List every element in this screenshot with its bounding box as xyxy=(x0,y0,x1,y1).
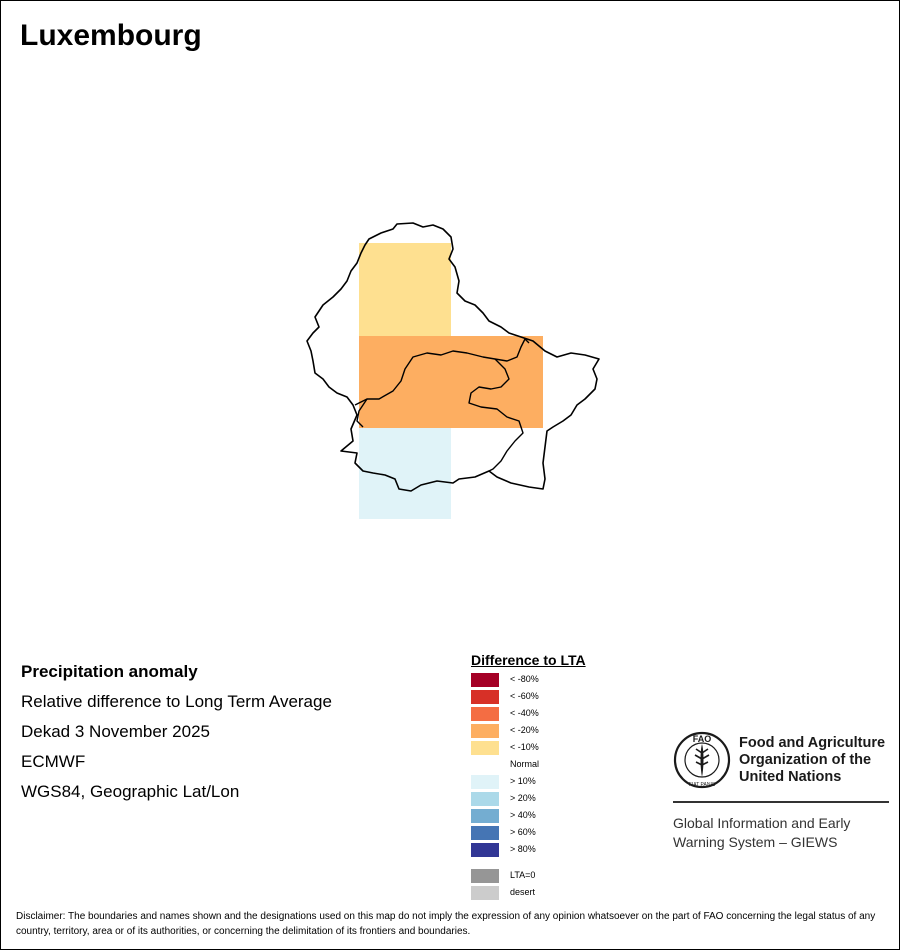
legend-item xyxy=(471,689,651,706)
legend-label: Normal xyxy=(510,759,540,769)
fao-org-name xyxy=(739,735,889,786)
info-line-2: Dekad 3 November 2025 xyxy=(21,722,211,741)
legend-label: > 10% xyxy=(510,776,536,786)
fao-divider xyxy=(673,801,889,803)
legend-swatch xyxy=(471,724,499,738)
info-line-4: WGS84, Geographic Lat/Lon xyxy=(21,782,240,801)
legend-item xyxy=(471,791,651,808)
legend-item xyxy=(471,774,651,791)
legend-swatch xyxy=(471,809,499,823)
legend-item xyxy=(471,723,651,740)
legend-swatch xyxy=(471,792,499,806)
legend-label: > 40% xyxy=(510,810,536,820)
legend-label: > 80% xyxy=(510,844,536,854)
cell-central xyxy=(359,336,543,428)
cell-north xyxy=(359,243,451,336)
legend-swatch xyxy=(471,758,499,772)
disclaimer: Disclaimer: The boundaries and names shown and the designations used on this map do not imply the expression of any opinion whatsoever on the part of FAO concerning the legal status of any country, territory, area or of its authorities, or concerning the delimitation of its frontiers and boundaries. xyxy=(16,911,876,937)
info-line-1: Relative difference to Long Term Average xyxy=(21,692,332,711)
legend-label: < -10% xyxy=(510,742,539,752)
legend-label: < -60% xyxy=(510,691,539,701)
legend-label: > 20% xyxy=(510,793,536,803)
legend-extra-items xyxy=(471,868,651,902)
fao-org-line-1: Food and Agriculture xyxy=(739,735,886,751)
legend-item xyxy=(471,842,651,859)
legend-label: < -80% xyxy=(510,674,539,684)
legend-swatch xyxy=(471,886,499,900)
giews-name xyxy=(673,814,889,852)
legend-gap xyxy=(471,859,651,868)
fao-org-line-3: United Nations xyxy=(739,769,842,785)
anomaly-map xyxy=(1,1,899,641)
fao-org-line-2: Organization of the xyxy=(739,752,872,768)
legend-item xyxy=(471,672,651,689)
legend-swatch xyxy=(471,673,499,687)
legend-label: > 60% xyxy=(510,827,536,837)
legend-item xyxy=(471,706,651,723)
giews-line-2: Warning System – GIEWS xyxy=(673,834,838,850)
legend-swatch xyxy=(471,707,499,721)
legend-swatch xyxy=(471,826,499,840)
emblem-motto: FIAT PANIS xyxy=(688,782,716,788)
fao-emblem-icon xyxy=(673,731,731,789)
legend-label: < -40% xyxy=(510,708,539,718)
legend xyxy=(471,652,651,902)
legend-item xyxy=(471,825,651,842)
legend-label: desert xyxy=(510,887,536,897)
legend-item xyxy=(471,757,651,774)
legend-items xyxy=(471,672,651,859)
info-heading: Precipitation anomaly xyxy=(21,662,198,681)
legend-label: < -20% xyxy=(510,725,539,735)
info-line-3: ECMWF xyxy=(21,752,86,771)
legend-swatch xyxy=(471,690,499,704)
legend-title: Difference to LTA xyxy=(471,652,586,668)
giews-line-1: Global Information and Early xyxy=(673,815,851,831)
map-title: Luxembourg xyxy=(20,19,202,52)
legend-swatch xyxy=(471,741,499,755)
legend-label: LTA=0 xyxy=(510,870,536,880)
legend-item xyxy=(471,885,651,902)
emblem-letters: FAO xyxy=(692,734,712,744)
legend-item xyxy=(471,868,651,885)
map-info-block xyxy=(21,657,332,807)
legend-swatch xyxy=(471,843,499,857)
legend-swatch xyxy=(471,775,499,789)
legend-item xyxy=(471,808,651,825)
legend-swatch xyxy=(471,869,499,883)
legend-item xyxy=(471,740,651,757)
